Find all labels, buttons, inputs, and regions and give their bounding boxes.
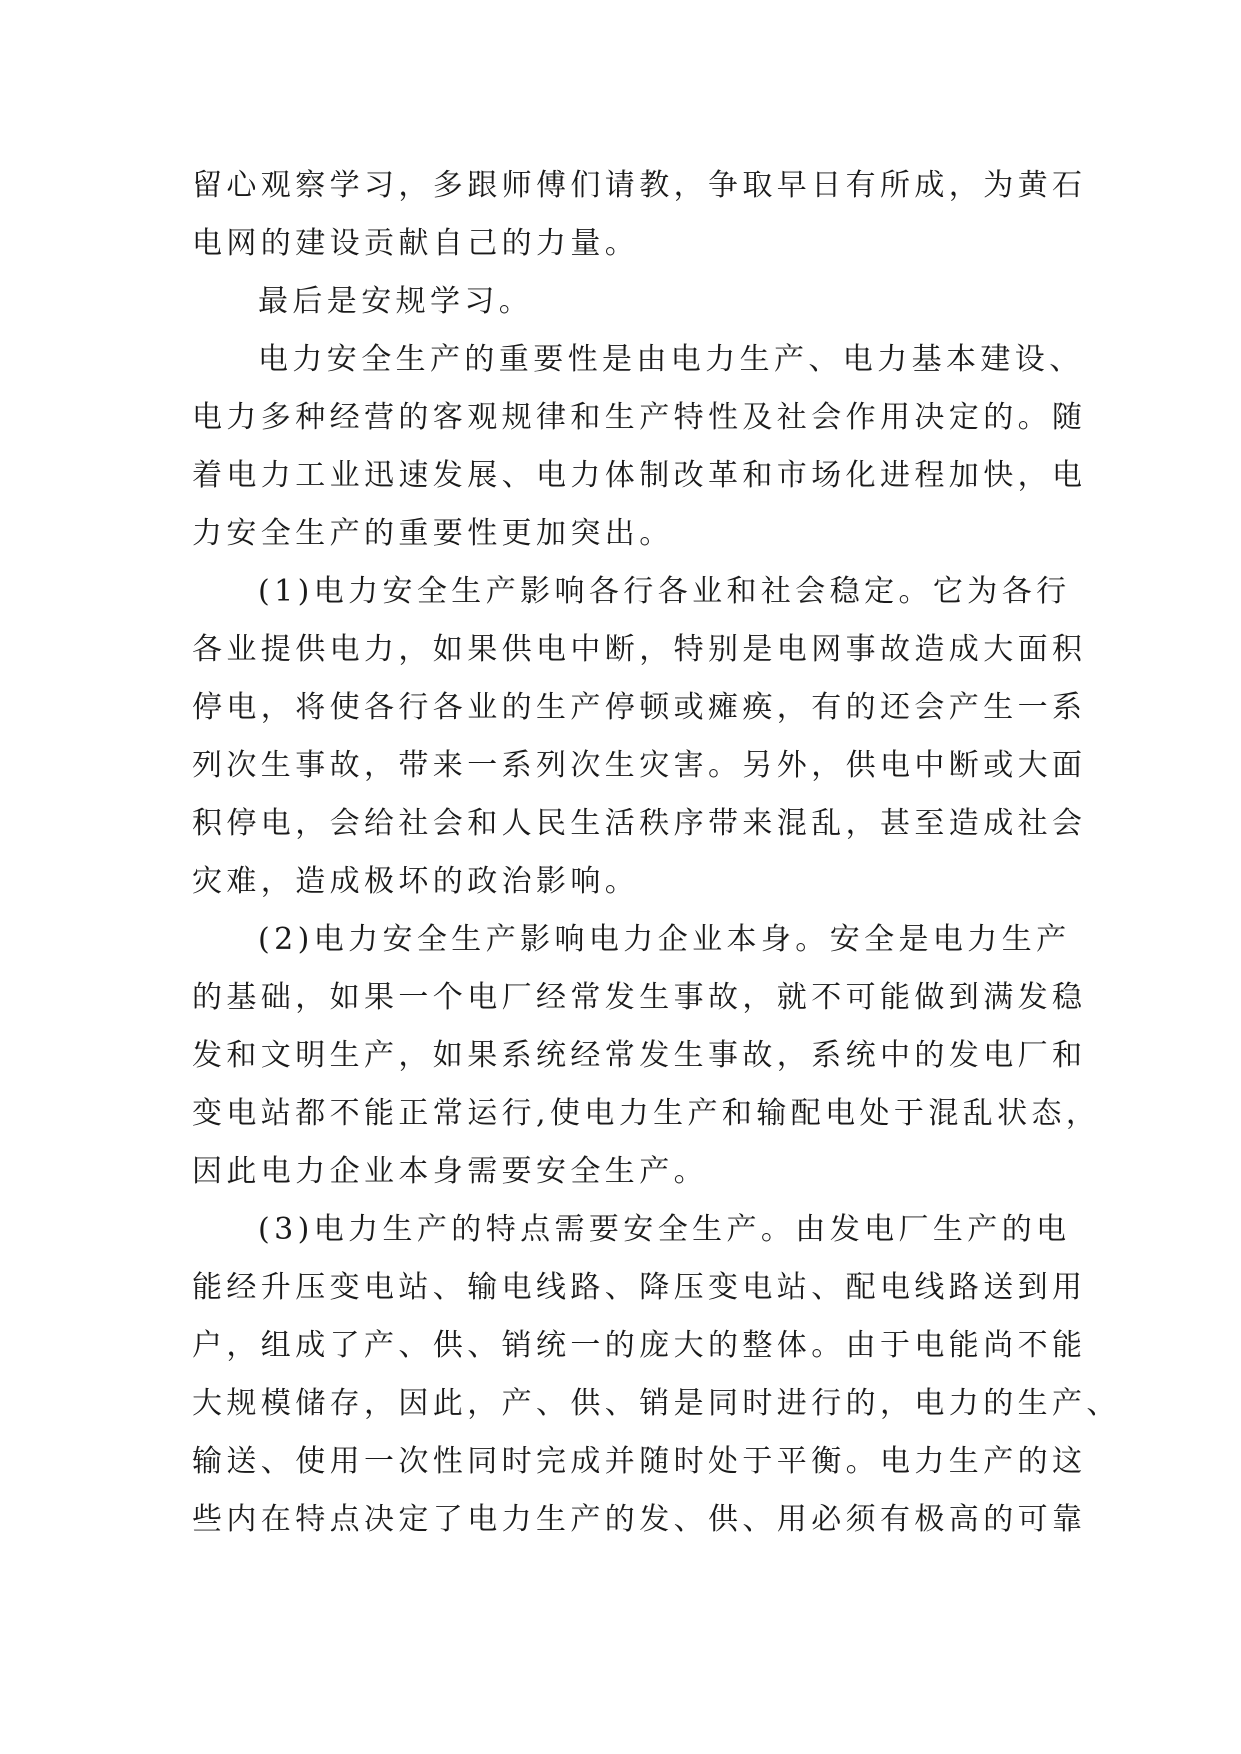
text-line: 灾难，造成极坏的政治影响。 <box>192 864 640 899</box>
text-line: 因此电力企业本身需要安全生产。 <box>192 1154 708 1189</box>
list-item-3: (3)电力生产的特点需要安全生产。由发电厂生产的电 <box>258 1212 1071 1247</box>
text-line: 变电站都不能正常运行,使电力生产和输配电处于混乱状态， <box>192 1096 1101 1131</box>
text-line: 电力安全生产的重要性是由电力生产、电力基本建设、 <box>258 342 1084 377</box>
paragraph-heading-safety-rules: 最后是安规学习。 <box>258 284 534 319</box>
text-line: 输送、使用一次性同时完成并随时处于平衡。电力生产的这 <box>192 1444 1087 1479</box>
list-item-2: (2)电力安全生产影响电力企业本身。安全是电力生产 <box>258 922 1071 957</box>
text-line: 户，组成了产、供、销统一的庞大的整体。由于电能尚不能 <box>192 1328 1087 1363</box>
text-line: 积停电，会给社会和人民生活秩序带来混乱，甚至造成社会 <box>192 806 1087 841</box>
text-line: 大规模储存，因此，产、供、销是同时进行的，电力的生产、 <box>192 1386 1121 1421</box>
text-line: 发和文明生产，如果系统经常发生事故，系统中的发电厂和 <box>192 1038 1087 1073</box>
text-line: 着电力工业迅速发展、电力体制改革和市场化进程加快，电 <box>192 458 1087 493</box>
text-line: 些内在特点决定了电力生产的发、供、用必须有极高的可靠 <box>192 1502 1087 1537</box>
list-item-1: (1)电力安全生产影响各行各业和社会稳定。它为各行 <box>258 574 1071 609</box>
text-line: 的基础，如果一个电厂经常发生事故，就不可能做到满发稳 <box>192 980 1087 1015</box>
text-line: 能经升压变电站、输电线路、降压变电站、配电线路送到用 <box>192 1270 1087 1305</box>
text-line: 列次生事故，带来一系列次生灾害。另外，供电中断或大面 <box>192 748 1087 783</box>
text-line: 各业提供电力，如果供电中断，特别是电网事故造成大面积 <box>192 632 1087 667</box>
text-line: 留心观察学习，多跟师傅们请教，争取早日有所成，为黄石 <box>192 168 1087 203</box>
text-line: 力安全生产的重要性更加突出。 <box>192 516 674 551</box>
text-line: 停电，将使各行各业的生产停顿或瘫痪，有的还会产生一系 <box>192 690 1087 725</box>
text-line: 电网的建设贡献自己的力量。 <box>192 226 640 261</box>
text-line: 电力多种经营的客观规律和生产特性及社会作用决定的。随 <box>192 400 1087 435</box>
